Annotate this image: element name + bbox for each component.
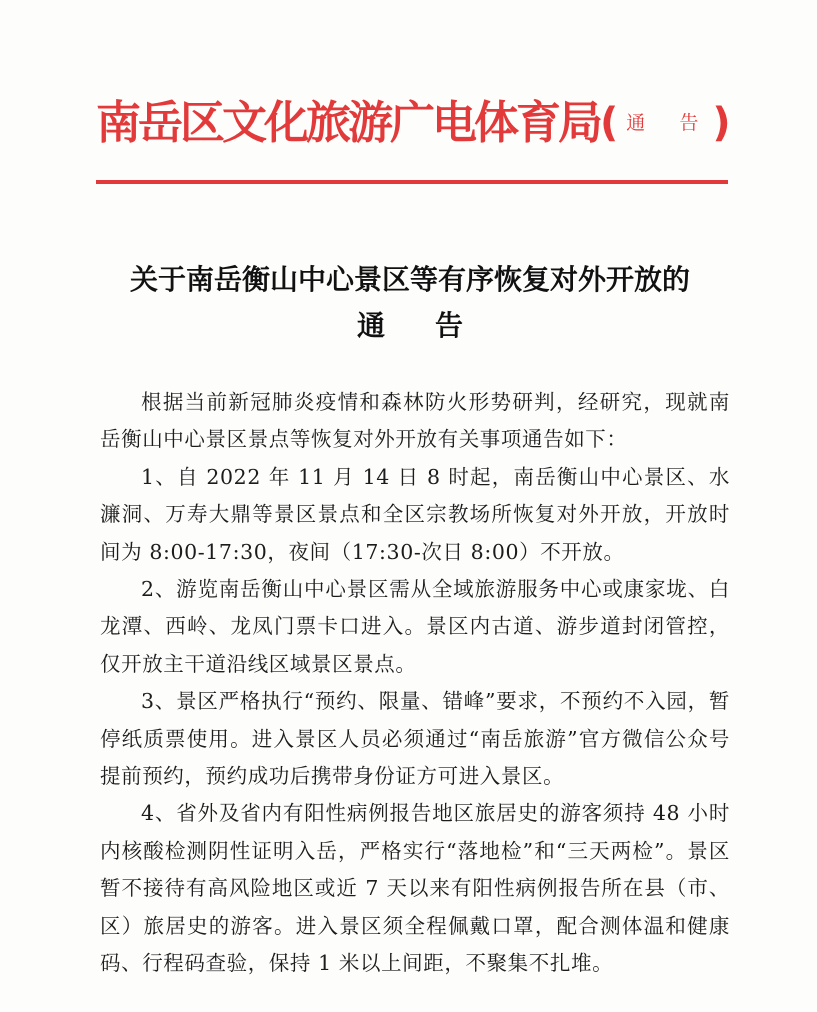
paragraph-intro: 根据当前新冠肺炎疫情和森林防火形势研判，经研究，现就南岳衡山中心景区景点等恢复对外开放有关事项通告如下： — [100, 390, 730, 452]
letterhead-doc-type: 通 告 — [626, 112, 713, 134]
paragraph-item-4: 4、省外及省内有阳性病例报告地区旅居史的游客须持 48 小时内核酸检测阴性证明入岳，严格实行“落地检”和“三天两检”。景区暂不接待有高风险地区或近 7 天以来有阳性病例报告所在县（市、区）旅居史的游客。进入景区须全程佩戴口罩，配合测体温和健康码、行程码查验，保持 1 米以上间距，不聚集不扎堆。 — [100, 801, 730, 976]
letterhead-organization: 南岳区文化旅游广电体育局 — [96, 96, 601, 149]
document-title-line2: 通告 — [356, 309, 513, 342]
letterhead-paren-close: ) — [712, 100, 731, 146]
paragraph-item-2: 2、游览南岳衡山中心景区需从全域旅游服务中心或康家垅、白龙潭、西岭、龙凤门票卡口进入。景区内古道、游步道封闭管控，仅开放主干道沿线区域景区景点。 — [100, 577, 730, 676]
paragraph-item-3: 3、景区严格执行“预约、限量、错峰”要求，不预约不入园，暂停纸质票使用。进入景区人员必须通过“南岳旅游”官方微信公众号提前预约，预约成功后携带身份证方可进入景区。 — [100, 689, 730, 789]
letterhead-red-rule — [96, 180, 728, 184]
letterhead — [96, 92, 736, 162]
paragraph-item-1: 1、自 2022 年 11 月 14 日 8 时起，南岳衡山中心景区、水濂洞、万寿大鼎等景区景点和全区宗教场所恢复对外开放，开放时间为 8:00-17:30，夜间（17:30-次日 8:00）不开放。 — [100, 464, 730, 564]
document-body — [100, 384, 730, 983]
letterhead-paren-open: ( — [600, 100, 619, 146]
document-title-line1: 关于南岳衡山中心景区等有序恢复对外开放的 — [129, 263, 690, 296]
